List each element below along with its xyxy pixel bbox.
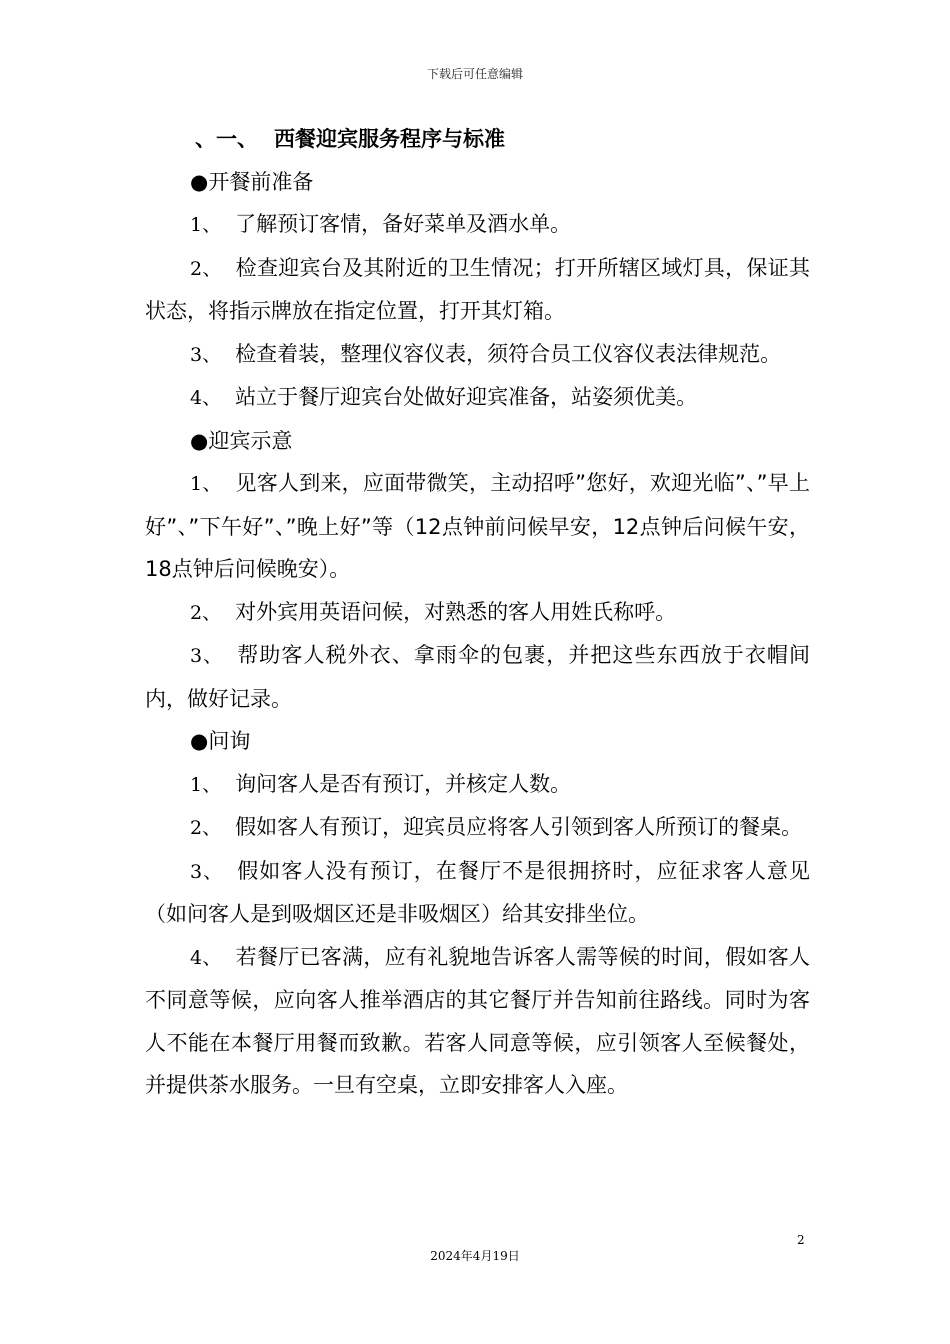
page-header-note: 下载后可任意编辑: [426, 67, 523, 81]
item-number: 2、: [190, 601, 222, 624]
footer-date: 2024年4月19日: [430, 1249, 520, 1263]
item-text: 帮助客人税外衣、拿雨伞的包裹，并把这些东西放于衣帽间内，做好记录。: [145, 643, 810, 711]
item-number: 2、: [190, 817, 222, 839]
item-text: 询问客人是否有预订，并核定人数。: [235, 771, 572, 796]
list-item: [145, 591, 810, 635]
list-item: [145, 333, 810, 377]
item-text: 对外宾用英语问候，对熟悉的客人用姓氏称呼。: [235, 599, 677, 624]
document-body: [145, 118, 810, 1107]
item-number: 4、: [190, 387, 222, 409]
document-title: [145, 118, 810, 161]
list-item: [145, 763, 810, 807]
list-item: [145, 806, 810, 850]
title-number: 、一、: [195, 127, 258, 151]
item-text: 检查迎宾台及其附近的卫生情况；打开所辖区域灯具，保证其状态，将指示牌放在指定位置，打开其灯箱。: [145, 255, 810, 323]
item-text: 检查着装，整理仪容仪表，须符合员工仪容仪表法律规范。: [235, 341, 782, 366]
section-heading: ●开餐前准备: [190, 169, 314, 194]
title-text: 西餐迎宾服务程序与标准: [274, 127, 505, 151]
section-heading: ●迎宾示意: [190, 428, 293, 453]
item-text: 若餐厅已客满，应有礼貌地告诉客人需等候的时间，假如客人不同意等候，应向客人推举酒店的其它餐厅并告知前往路线。同时为客人不能在本餐厅用餐而致歉。若客人同意等候，应引领客人至候餐处，并提供茶水服务。一旦有空桌，立即安排客人入座。: [145, 944, 810, 1097]
item-number: 3、: [190, 860, 224, 883]
list-item: [145, 376, 810, 420]
page-number: 2: [797, 1233, 805, 1247]
item-number: 1、: [190, 773, 222, 796]
list-item: [145, 634, 810, 720]
list-item: [145, 936, 810, 1107]
item-text: 假如客人有预订，迎宾员应将客人引领到客人所预订的餐桌。: [235, 815, 803, 839]
item-number: 3、: [190, 645, 224, 667]
item-number: 2、: [190, 257, 222, 280]
item-text: 见客人到来，应面带微笑，主动招呼”您好，欢迎光临”、”早上好”、”下午好”、”晚上好”等（12点钟前问候早安，12点钟后问候午安，18点钟后问候晚安）。: [145, 471, 810, 581]
item-number: 3、: [190, 343, 222, 366]
item-number: 4、: [190, 946, 222, 969]
list-item: [145, 203, 810, 247]
list-item: [145, 462, 810, 591]
item-text: 假如客人没有预订，在餐厅不是很拥挤时，应征求客人意见（如问客人是到吸烟区还是非吸烟区）给其安排坐位。: [145, 858, 810, 926]
item-number: 1、: [190, 214, 222, 236]
list-item: [145, 247, 810, 333]
list-item: [145, 850, 810, 936]
item-text: 了解预订客情，备好菜单及酒水单。: [235, 212, 572, 236]
item-number: 1、: [190, 473, 222, 495]
section-heading: ●问询: [190, 729, 251, 753]
item-text: 站立于餐厅迎宾台处做好迎宾准备，站姿须优美。: [235, 385, 698, 409]
